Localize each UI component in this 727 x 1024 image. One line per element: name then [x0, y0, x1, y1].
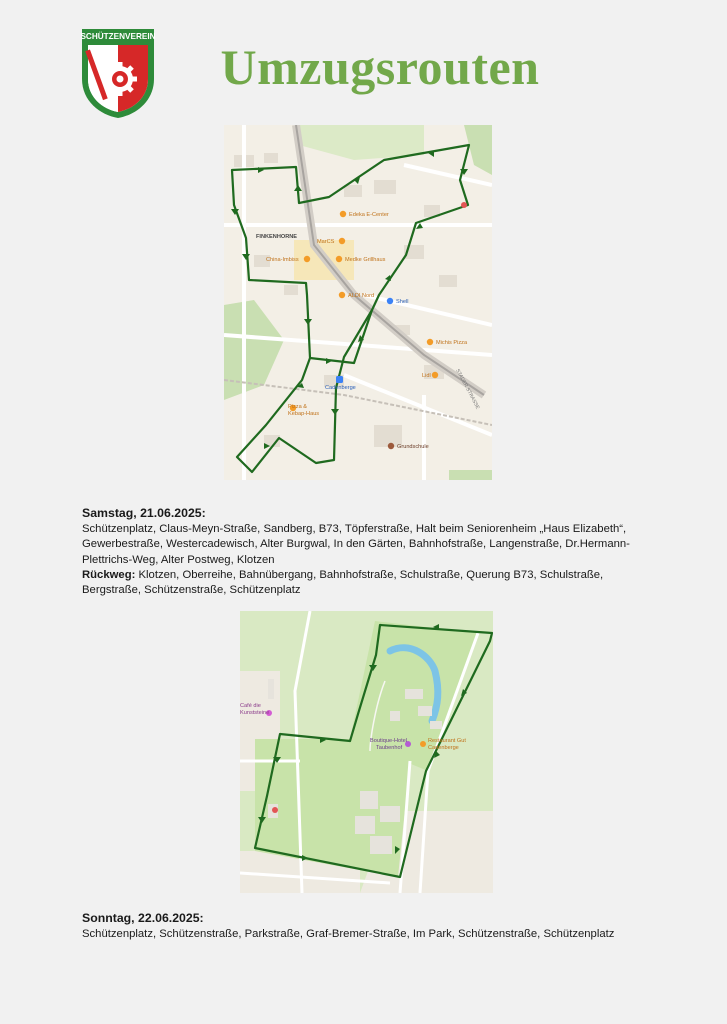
- map1-label-lidl: Lidl: [422, 373, 431, 379]
- route-map-saturday: [224, 125, 492, 480]
- map1-label-marcs: MarCS: [317, 239, 335, 245]
- map1-label-pizza-a: Pizza &: [288, 404, 307, 410]
- sunday-heading: Sonntag, 22.06.2025:: [82, 911, 204, 925]
- map1-label-pizza-b: Kebap-Haus: [288, 411, 320, 417]
- saturday-return-label: Rückweg:: [82, 568, 136, 581]
- map2-label-cafe-a: Café die: [240, 703, 261, 709]
- map2-label-hotel-b: Taubenhof: [376, 745, 403, 751]
- map1-label-grill: Medke Grillhaus: [345, 257, 386, 263]
- saturday-route: [82, 522, 652, 598]
- map2-marker-icon: [272, 807, 278, 813]
- page-title: Umzugsrouten: [220, 39, 540, 95]
- saturday-section: [82, 506, 652, 598]
- sunday-route: Schützenplatz, Schützenstraße, Parkstraße, Graf-Bremer-Straße, Im Park, Schützenstraße, Schützenplatz: [82, 928, 615, 941]
- map1-label-china: China-Imbiss: [266, 257, 299, 263]
- logo-top-text: SCHÜTZENVEREIN: [80, 32, 156, 41]
- saturday-return-route: Klotzen, Oberreihe, Bahnübergang, Bahnhofstraße, Schulstraße, Querung B73, Schulstraße, Bergstraße, Schützenstraße, Schützenplatz: [82, 568, 604, 597]
- map1-label-finkenhorne: FINKENHORNE: [256, 234, 298, 240]
- map2-label-cafe-b: Kunststeine: [240, 710, 270, 716]
- map1-label-aldi: ALDI Nord: [348, 293, 375, 299]
- map1-marker-icon: [461, 202, 467, 208]
- map1-label-stader: STADER STRASSE: [454, 368, 481, 411]
- map1-label-grundschule: Grundschule: [397, 444, 429, 450]
- saturday-route-text: Schützenplatz, Claus-Meyn-Straße, Sandberg, B73, Töpferstraße, Halt beim Seniorenheim „Haus Elizabeth“, Gewerbestraße, Westercadewisch, Alter Burgwal, In den Gärten, Bahnhofstraße, Langenstraße, Dr.Hermann-Plettrichs-Weg, Alter Postweg, Klotzen: [82, 523, 630, 566]
- club-crest-icon: [80, 27, 156, 119]
- map1-label-station: Cadenberge: [325, 385, 356, 391]
- map2-label-gut-b: Cadenberge: [428, 745, 459, 751]
- map1-label-edeka: Edeka E-Center: [349, 212, 389, 218]
- map1-label-shell: Shell: [396, 299, 409, 305]
- club-logo: [80, 27, 156, 119]
- map1-label-michis: Michis Pizza: [436, 340, 468, 346]
- sunday-section: [82, 911, 652, 942]
- map2-label-hotel-a: Boutique-Hotel: [370, 738, 408, 744]
- map2-label-gut-a: Restaurant Gut: [428, 738, 466, 744]
- route-map-sunday: [240, 611, 493, 893]
- saturday-heading: Samstag, 21.06.2025:: [82, 506, 206, 520]
